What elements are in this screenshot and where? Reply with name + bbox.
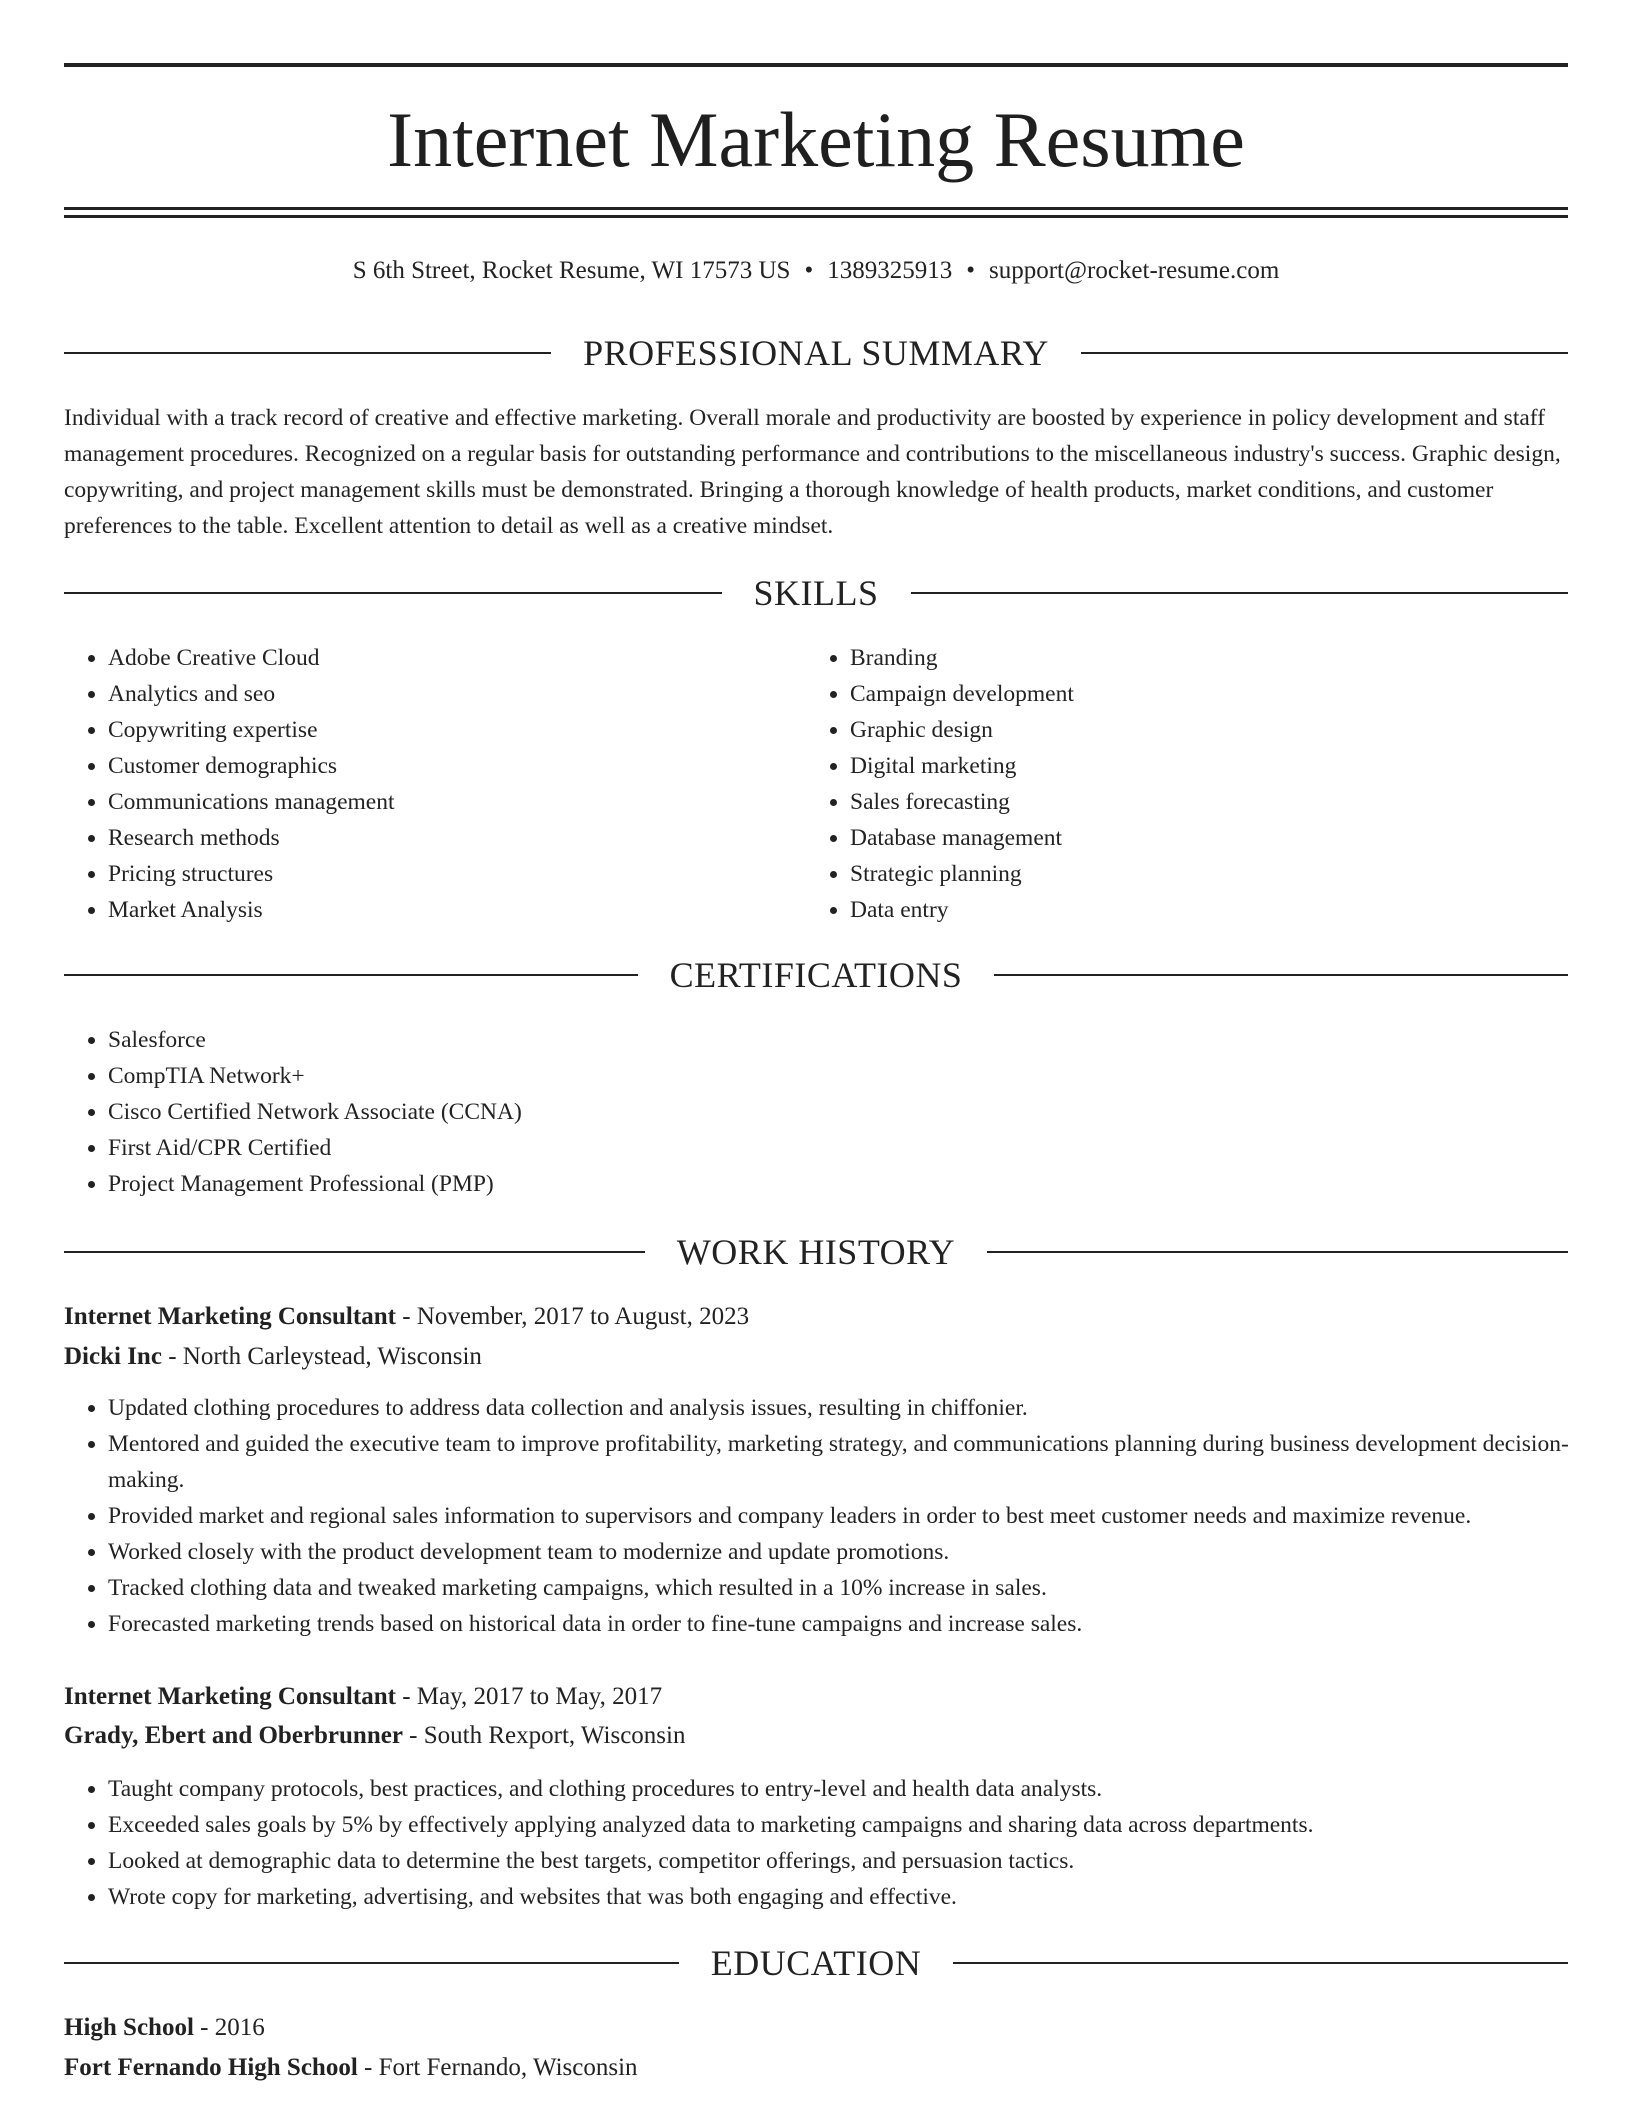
contact-address: S 6th Street, Rocket Resume, WI 17573 US (352, 257, 791, 284)
list-item: • Digital marketing (850, 748, 1590, 784)
list-item: • Updated clothing procedures to address data collection and analysis issues, resulting in chiffonier. (108, 1390, 1612, 1426)
contact-line (64, 253, 1568, 289)
contact-email: support@rocket-resume.com (988, 257, 1280, 284)
list-item: • Taught company protocols, best practices, and clothing procedures to entry-level and health data analysts. (108, 1771, 1612, 1807)
list-item: • Salesforce (108, 1022, 1108, 1058)
section-rule-left (64, 352, 551, 354)
section-title: CERTIFICATIONS (669, 955, 963, 995)
job-title-line (64, 1679, 1568, 1715)
education-degree: High School (64, 2014, 194, 2041)
list-item: • CompTIA Network+ (108, 1058, 1108, 1094)
section-title: WORK HISTORY (676, 1232, 956, 1272)
list-item: • Data entry (850, 892, 1590, 928)
job-duties-list (64, 1771, 1612, 1915)
title-rule-lower (64, 215, 1568, 218)
job-duties-list (64, 1390, 1612, 1642)
list-item: • Branding (850, 640, 1590, 676)
contact-phone: 1389325913 (827, 257, 953, 284)
list-item: • Wrote copy for marketing, advertising, and websites that was both engaging and effective. (108, 1879, 1612, 1915)
title-rule-upper (64, 207, 1568, 210)
certifications-list (64, 1022, 1108, 1202)
section-header-summary (64, 330, 1568, 376)
list-item: • Worked closely with the product development team to modernize and update promotions. (108, 1534, 1612, 1570)
contact-separator: • (804, 257, 814, 284)
list-item: • Pricing structures (108, 856, 848, 892)
education-school-line (64, 2050, 1568, 2086)
list-item: • Database management (850, 820, 1590, 856)
section-rule-right (987, 1251, 1568, 1253)
job-company: Dicki Inc (64, 1343, 162, 1370)
education-year: - 2016 (193, 2014, 265, 2041)
job-title: Internet Marketing Consultant (64, 1683, 396, 1710)
job-company-line (64, 1718, 1568, 1754)
section-header-skills (64, 570, 1568, 616)
section-rule-right (994, 974, 1568, 976)
list-item: • Strategic planning (850, 856, 1590, 892)
list-item: • Cisco Certified Network Associate (CCNA) (108, 1094, 1108, 1130)
job-company-line (64, 1339, 1568, 1375)
skills-list-right (806, 640, 1590, 928)
list-item: • First Aid/CPR Certified (108, 1130, 1108, 1166)
skills-list-left (64, 640, 848, 928)
list-item: • Communications management (108, 784, 848, 820)
summary-paragraph: Individual with a track record of creative and effective marketing. Overall morale and productivity are boosted by experience in policy development and staff management procedures. Recognized on a regular basis for outstanding performance and contributions to the miscellaneous industry's success. Graphic design, copywriting, and project management skills must be demonstrated. Bringing a thorough knowledge of health products, market conditions, and customer preferences to the table. Excellent attention to detail as well as a creative mindset. (64, 405, 1561, 539)
job-title-line (64, 1299, 1568, 1335)
list-item: • Copywriting expertise (108, 712, 848, 748)
section-header-work-history (64, 1229, 1568, 1275)
section-header-education (64, 1940, 1568, 1986)
job-location: - North Carleystead, Wisconsin (161, 1343, 482, 1370)
list-item: • Tracked clothing data and tweaked marketing campaigns, which resulted in a 10% increase in sales. (108, 1570, 1612, 1606)
list-item: • Forecasted marketing trends based on historical data in order to fine-tune campaigns and increase sales. (108, 1606, 1612, 1642)
job-dates: - November, 2017 to August, 2023 (395, 1303, 750, 1330)
section-header-certifications (64, 952, 1568, 998)
list-item: • Market Analysis (108, 892, 848, 928)
section-rule-left (64, 592, 722, 594)
list-item: • Customer demographics (108, 748, 848, 784)
list-item: • Sales forecasting (850, 784, 1590, 820)
job-title: Internet Marketing Consultant (64, 1303, 396, 1330)
education-school: Fort Fernando High School (64, 2054, 358, 2081)
list-item: • Campaign development (850, 676, 1590, 712)
top-rule (64, 63, 1568, 67)
section-rule-left (64, 1962, 679, 1964)
job-dates: - May, 2017 to May, 2017 (395, 1683, 663, 1710)
list-item: • Research methods (108, 820, 848, 856)
section-rule-left (64, 974, 638, 976)
section-rule-left (64, 1251, 645, 1253)
job-location: - South Rexport, Wisconsin (402, 1722, 686, 1749)
list-item: • Provided market and regional sales information to supervisors and company leaders in order to best meet customer needs and maximize revenue. (108, 1498, 1612, 1534)
education-degree-line (64, 2010, 1568, 2046)
list-item: • Mentored and guided the executive team to improve profitability, marketing strategy, and communications planning during business development decision-making. (108, 1426, 1612, 1498)
section-title: PROFESSIONAL SUMMARY (583, 333, 1049, 373)
section-title: SKILLS (753, 573, 879, 613)
section-rule-right (911, 592, 1569, 594)
contact-separator: • (966, 257, 975, 284)
list-item: • Adobe Creative Cloud (108, 640, 848, 676)
list-item: • Project Management Professional (PMP) (108, 1166, 1108, 1202)
list-item: • Looked at demographic data to determine the best targets, competitor offerings, and persuasion tactics. (108, 1843, 1612, 1879)
list-item: • Graphic design (850, 712, 1590, 748)
section-title: EDUCATION (710, 1943, 922, 1983)
list-item: • Exceeded sales goals by 5% by effectively applying analyzed data to marketing campaigns and sharing data across departments. (108, 1807, 1612, 1843)
section-rule-right (953, 1962, 1568, 1964)
section-rule-right (1081, 352, 1568, 354)
resume-title: Internet Marketing Resume (387, 96, 1245, 183)
job-company: Grady, Ebert and Oberbrunner (64, 1722, 403, 1749)
list-item: • Analytics and seo (108, 676, 848, 712)
education-location: - Fort Fernando, Wisconsin (357, 2054, 638, 2081)
